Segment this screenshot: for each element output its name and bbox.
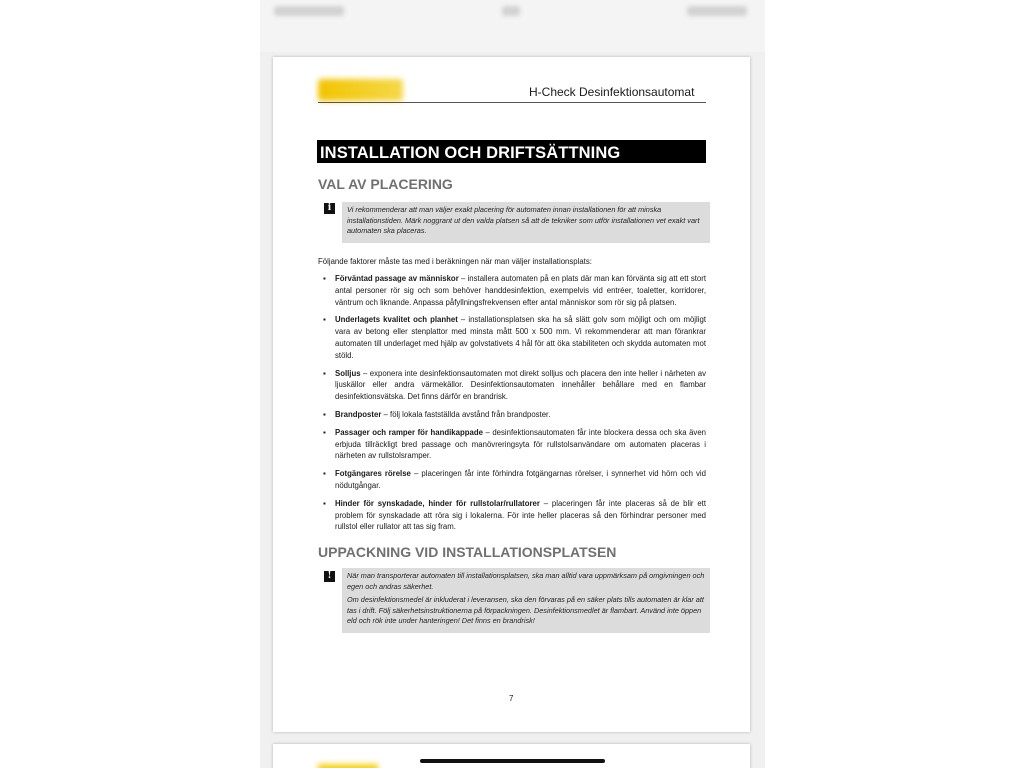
list-item: ▪ Brandposter – följ lokala fastställda avstånd från brandposter.	[323, 409, 551, 419]
section-title: INSTALLATION OCH DRIFTSÄTTNING	[320, 144, 621, 162]
intro-text: Följande faktorer måste tas med i beräkningen när man väljer installationsplats:	[318, 257, 592, 266]
header-rule	[318, 102, 706, 103]
pdf-page	[273, 57, 750, 732]
warning-note-box	[342, 568, 710, 633]
list-item-text: – följ lokala fastställda avstånd från brandposter.	[381, 409, 551, 419]
list-item-text: – placeringen får inte förhindra fotgängarnas rörelser, i synnerhet vid hörn och vid nödutgångar.	[335, 469, 706, 490]
list-item-term: Underlagets kvalitet och planhet	[335, 315, 458, 325]
list-item-term: Solljus	[335, 368, 361, 378]
list-item-term: Hinder för synskadade, hinder för rullstolar/rullatorer	[335, 498, 540, 508]
list-item: ▪ Förväntad passage av människor – installera automaten på en plats där man kan förvänta sig att ett stort antal personer rör sig och som behöver handdesinfektion, exempelvis vid entréer, toaletter, korridorer, väntrum och liknande. Anpassa påfyllningsfrekvensen efter antal människor som rör sig på platsen.	[323, 274, 706, 307]
list-item: ▪ Passager och ramper för handikappade – desinfektionsautomaten får inte blockera dessa och ska även erbjuda tillräckligt bred passage och manövreringsyta för rullstolsanvändare om automaten placeras i närheten av rullstolsramper.	[323, 427, 706, 461]
document-viewer[interactable]	[260, 0, 765, 768]
list-item-term: Brandposter	[335, 409, 382, 419]
list-item: ▪ Underlagets kvalitet och planhet – installationsplatsen ska ha så slätt golv som möjligt och om möjligt vara av betong eller stenplattor med minsta mått 500 x 500 mm. Vi rekommenderar att man förankrar automaten till underlaget med hjälp av golvstativets 4 hål för att öka stabiliteten och skydda automaten mot stöld.	[323, 315, 706, 360]
list-item: ▪ Fotgängares rörelse – placeringen får inte förhindra fotgängarnas rörelser, i synnerhet vid hörn och vid nödutgångar.	[323, 469, 706, 490]
list-item-term: Fotgängares rörelse	[335, 469, 411, 479]
page-number: 7	[509, 694, 514, 703]
list-item: ▪ Solljus – exponera inte desinfektionsautomaten mot direkt solljus och placera den inte heller i närheten av ljuskällor eller andra värmekällor. Desinfektionsautomaten innehåller behållare med en flambar desinfektionsvätska. Det finns därför en brandrisk.	[323, 368, 706, 402]
status-icons-blurred	[687, 6, 747, 16]
status-bar	[260, 0, 765, 52]
list-item-text: – installera automaten på en plats där man kan förvänta sig att ett stort antal personer rör sig och som behöver handdesinfektion, exempelvis vid entréer, toaletter, korridorer, väntrum och liknande. Anpassa påfyllningsfrekvensen efter antal människor som rör sig på platsen.	[335, 274, 706, 307]
header-title: H-Check Desinfektionsautomat	[529, 85, 695, 99]
list-item-text: – desinfektionsautomaten får inte blockera dessa och ska även erbjuda tillräckligt bred passage och manövreringsyta för rullstolsanvändare om automaten placeras i närheten av rullstolsramper.	[335, 427, 706, 461]
company-logo-blurred	[318, 764, 378, 768]
next-pdf-page	[273, 744, 750, 768]
list-item-text: – exponera inte desinfektionsautomaten mot direkt solljus och placera den inte heller i närheten av ljuskällor eller andra värmekällor. Desinfektionsautomaten innehåller behållare med en flambar desinfektionsvätska. Det finns därför en brandrisk.	[335, 368, 706, 402]
section-heading-bar	[317, 140, 706, 163]
warning-note-text-2: Om desinfektionsmedel är inkluderat i leveransen, ska den förvaras på en säker plats tills automaten är klar att tas i drift. Följ säkerhetsinstruktionerna på förpackningen. Desinfektionsmedlet är flambart. Använd inte öppen eld och rök inte under hanteringen! Det finns en brandrisk!	[347, 595, 704, 625]
warning-icon: !	[324, 571, 335, 582]
factor-list	[318, 273, 706, 539]
company-logo-blurred	[318, 79, 403, 101]
subsection-title-unpacking: UPPACKNING VID INSTALLATIONSPLATSEN	[318, 544, 617, 560]
list-item-term: Passager och ramper för handikappade	[335, 427, 483, 437]
status-center-blurred	[502, 6, 520, 16]
home-indicator[interactable]	[420, 759, 605, 763]
status-time-blurred	[274, 6, 344, 16]
info-note-text: Vi rekommenderar att man väljer exakt placering för automaten innan installationen för att minska installationstiden. Märk noggrant ut den valda platsen så att de tekniker som utför installationen vet exakt vart automaten ska placeras.	[347, 205, 700, 235]
list-item-term: Förväntad passage av människor	[335, 274, 459, 283]
subsection-title-placement: VAL AV PLACERING	[318, 176, 453, 192]
info-icon: i	[324, 203, 335, 214]
list-item-text: – installationsplatsen ska ha så slätt golv som möjligt och om möjligt vara av betong eller stenplattor med minsta mått 500 x 500 mm. Vi rekommenderar att man förankrar automaten till underlaget med hjälp av golvstativets 4 hål för att öka stabiliteten och skydda automaten mot stöld.	[335, 315, 706, 360]
list-item: ▪ Hinder för synskadade, hinder för rullstolar/rullatorer – placeringen får inte placeras så de blir ett problem för synskadade att röra sig i lokalerna. För inte heller placeras så den förhindrar personer med rullstol eller rullator att tas sig fram.	[323, 498, 707, 532]
list-item-text: – placeringen får inte placeras så de blir ett problem för synskadade att röra sig i lokalerna. För inte heller placeras så den förhindrar personer med rullstol eller rullator att tas sig fram.	[335, 498, 707, 532]
warning-note-text-1: När man transporterar automaten till installationsplatsen, ska man alltid vara uppmärksam på omgivningen och egen och andras säkerhet.	[347, 571, 705, 591]
info-note-box	[342, 202, 710, 243]
